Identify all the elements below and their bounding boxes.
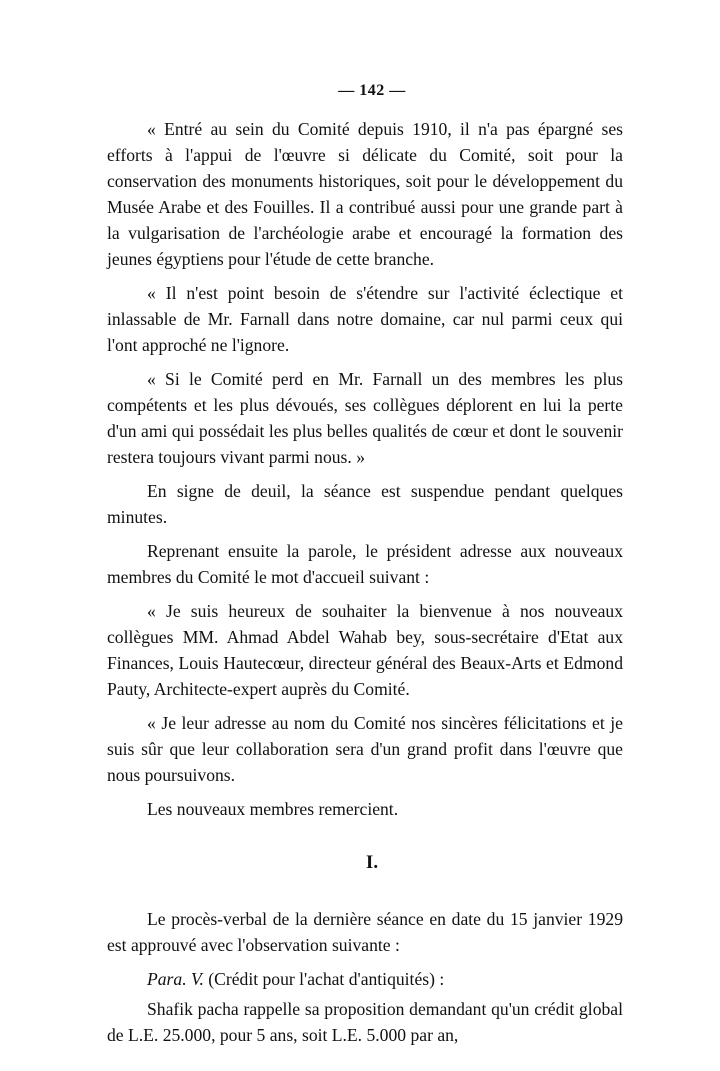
- page-number: — 142 —: [338, 82, 406, 99]
- paragraph-minutes-approved: Le procès-verbal de la dernière séance en date du 15 janvier 1929 est approuvé avec l'observation suivante :: [107, 909, 623, 955]
- paragraph-welcome-speech: « Je suis heureux de souhaiter la bienvenue à nos nouveaux collègues MM. Ahmad Abdel Wahab bey, sous-secrétaire d'Etat aux Finances, Louis Hautecœur, directeur général des Beaux-Arts et Edmond Pauty, Architecte-expert auprès du Comité.: [107, 601, 623, 699]
- paragraph-para-v: [107, 966, 623, 992]
- paragraph-tribute-3: « Si le Comité perd en Mr. Farnall un des membres les plus compétents et les plus dévoués, ses collègues déplorent en lui la perte d'un ami qui possédait les plus belles qualités de cœur et dont le souvenir restera toujours vivant parmi nous. »: [107, 369, 623, 467]
- para-label: Para. V.: [147, 969, 204, 989]
- paragraph-tribute-1: « Entré au sein du Comité depuis 1910, il n'a pas épargné ses efforts à l'appui de l'œuvre si délicate du Comité, soit pour la conservation des monuments historiques, soit pour le développement du Musée Arabe et des Fouilles. Il a contribué aussi pour une grande part à la vulgarisation de l'archéologie arabe et encouragé la formation des jeunes égyptiens pour l'étude de cette branche.: [107, 119, 623, 269]
- paragraph-credit-proposal: Shafik pacha rappelle sa proposition demandant qu'un crédit global de L.E. 25.000, pour 5 ans, soit L.E. 5.000 par an,: [107, 999, 623, 1045]
- document-page: [107, 78, 623, 1056]
- section-heading: I.: [365, 852, 379, 873]
- paragraph-tribute-2: « Il n'est point besoin de s'étendre sur l'activité éclectique et inlassable de Mr. Farnall dans notre domaine, car nul parmi ceux qui l'ont approché ne l'ignore.: [107, 283, 623, 355]
- paragraph-welcome-intro: Reprenant ensuite la parole, le président adresse aux nouveaux membres du Comité le mot d'accueil suivant :: [107, 541, 623, 587]
- paragraph-thanks: Les nouveaux membres remercient.: [147, 799, 399, 819]
- paragraph-mourning: En signe de deuil, la séance est suspendue pendant quelques minutes.: [107, 481, 623, 527]
- paragraph-congratulations: « Je leur adresse au nom du Comité nos sincères félicitations et je suis sûr que leur collaboration sera d'un grand profit dans l'œuvre que nous poursuivons.: [107, 713, 623, 785]
- para-text: (Crédit pour l'achat d'antiquités) :: [203, 969, 445, 989]
